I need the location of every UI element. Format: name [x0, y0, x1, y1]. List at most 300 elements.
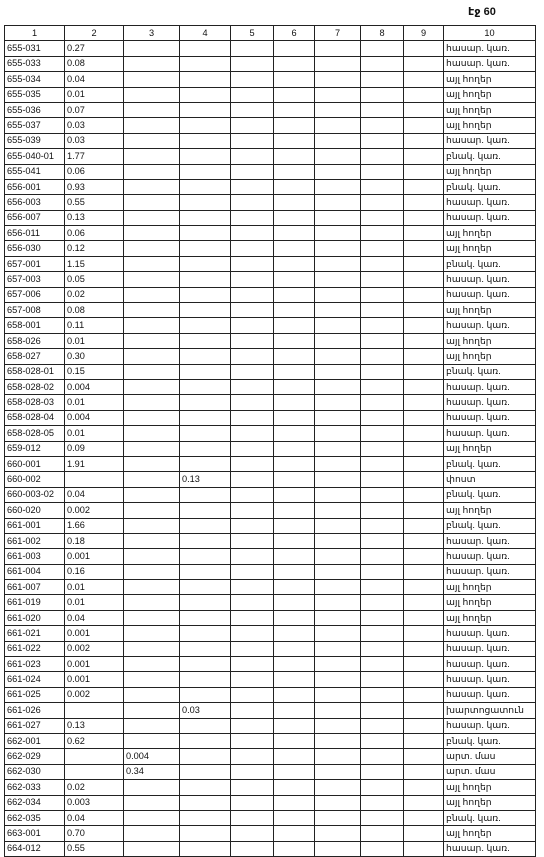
table-cell: հասար. կառ.	[444, 210, 536, 225]
table-cell: բնակ. կառ.	[444, 456, 536, 471]
table-cell	[180, 795, 231, 810]
table-row	[5, 272, 536, 287]
table-cell	[274, 549, 315, 564]
table-cell	[124, 810, 180, 825]
table-cell	[404, 626, 444, 641]
table-cell: այլ հողեր	[444, 780, 536, 795]
table-cell: 656-003	[5, 195, 65, 210]
table-cell	[124, 333, 180, 348]
table-cell	[231, 487, 274, 502]
table-cell	[124, 410, 180, 425]
table-cell: 0.001	[65, 626, 124, 641]
table-row	[5, 333, 536, 348]
table-cell: 0.01	[65, 595, 124, 610]
table-cell: բնակ. կառ.	[444, 487, 536, 502]
table-cell: 0.03	[180, 703, 231, 718]
table-cell	[315, 780, 361, 795]
table-cell	[124, 287, 180, 302]
table-cell	[315, 518, 361, 533]
table-cell	[361, 272, 404, 287]
table-row	[5, 718, 536, 733]
land-register-table	[4, 25, 536, 857]
table-cell	[180, 72, 231, 87]
table-cell	[315, 810, 361, 825]
table-cell	[404, 179, 444, 194]
table-cell	[231, 641, 274, 656]
table-cell	[231, 179, 274, 194]
table-row	[5, 41, 536, 56]
table-cell	[315, 487, 361, 502]
table-cell	[124, 533, 180, 548]
table-cell	[124, 272, 180, 287]
table-cell: այլ հողեր	[444, 595, 536, 610]
table-cell	[124, 164, 180, 179]
table-cell	[274, 749, 315, 764]
table-cell	[361, 533, 404, 548]
table-cell	[124, 72, 180, 87]
table-cell	[404, 795, 444, 810]
table-cell	[315, 256, 361, 271]
table-row	[5, 364, 536, 379]
table-cell	[404, 472, 444, 487]
table-cell: 658-026	[5, 333, 65, 348]
column-header: 8	[361, 26, 404, 41]
table-cell	[274, 441, 315, 456]
table-cell	[231, 395, 274, 410]
table-cell	[274, 364, 315, 379]
table-cell	[404, 87, 444, 102]
table-cell	[180, 518, 231, 533]
table-cell	[404, 595, 444, 610]
table-cell: բնակ. կառ.	[444, 149, 536, 164]
table-row	[5, 703, 536, 718]
table-cell	[274, 810, 315, 825]
table-cell	[274, 395, 315, 410]
table-cell	[231, 149, 274, 164]
table-cell	[404, 410, 444, 425]
table-cell: 662-034	[5, 795, 65, 810]
table-cell	[404, 687, 444, 702]
table-cell: 0.13	[65, 210, 124, 225]
table-cell: 0.04	[65, 810, 124, 825]
table-cell	[315, 349, 361, 364]
table-cell: 0.04	[65, 487, 124, 502]
table-cell	[124, 41, 180, 56]
table-cell	[231, 210, 274, 225]
table-cell: 661-023	[5, 657, 65, 672]
table-cell	[315, 841, 361, 856]
table-cell	[231, 226, 274, 241]
table-cell	[315, 456, 361, 471]
table-cell	[274, 256, 315, 271]
table-row	[5, 841, 536, 856]
table-cell: հասար. կառ.	[444, 272, 536, 287]
table-cell	[124, 610, 180, 625]
table-cell	[124, 518, 180, 533]
table-cell	[274, 56, 315, 71]
table-cell	[180, 195, 231, 210]
table-cell	[124, 456, 180, 471]
table-cell: 656-011	[5, 226, 65, 241]
column-header: 6	[274, 26, 315, 41]
table-row	[5, 687, 536, 702]
column-header: 3	[124, 26, 180, 41]
table-cell: 0.01	[65, 580, 124, 595]
table-cell	[231, 333, 274, 348]
table-cell	[315, 687, 361, 702]
table-cell	[124, 102, 180, 117]
table-cell	[180, 318, 231, 333]
table-cell: բնակ. կառ.	[444, 518, 536, 533]
table-cell: 0.06	[65, 164, 124, 179]
table-cell	[180, 303, 231, 318]
table-cell	[180, 118, 231, 133]
table-cell: բնակ. կառ.	[444, 733, 536, 748]
table-cell	[124, 564, 180, 579]
table-cell: 0.18	[65, 533, 124, 548]
table-cell: 661-024	[5, 672, 65, 687]
table-cell	[361, 456, 404, 471]
table-cell: 655-040-01	[5, 149, 65, 164]
table-cell	[361, 318, 404, 333]
table-cell: հասար. կառ.	[444, 641, 536, 656]
table-cell	[361, 256, 404, 271]
table-cell	[404, 580, 444, 595]
table-cell	[124, 349, 180, 364]
table-cell: 0.004	[65, 410, 124, 425]
table-cell	[361, 564, 404, 579]
table-cell	[124, 364, 180, 379]
table-cell	[404, 610, 444, 625]
table-cell: 0.002	[65, 503, 124, 518]
table-row	[5, 733, 536, 748]
table-cell	[231, 718, 274, 733]
table-cell: 0.12	[65, 241, 124, 256]
table-cell	[124, 503, 180, 518]
table-cell: 657-001	[5, 256, 65, 271]
table-row	[5, 56, 536, 71]
table-cell	[361, 303, 404, 318]
table-cell	[231, 441, 274, 456]
table-cell	[231, 349, 274, 364]
table-cell: 0.93	[65, 179, 124, 194]
table-cell	[231, 518, 274, 533]
table-cell	[404, 56, 444, 71]
table-row	[5, 764, 536, 779]
table-cell	[274, 487, 315, 502]
table-cell: 655-036	[5, 102, 65, 117]
table-cell	[315, 795, 361, 810]
table-cell: 655-035	[5, 87, 65, 102]
table-cell	[274, 379, 315, 394]
table-cell: 0.03	[65, 118, 124, 133]
table-cell	[274, 672, 315, 687]
table-cell	[180, 487, 231, 502]
table-cell: հասար. կառ.	[444, 410, 536, 425]
table-cell: 660-001	[5, 456, 65, 471]
table-cell	[361, 641, 404, 656]
table-cell	[404, 72, 444, 87]
table-cell	[180, 226, 231, 241]
table-row	[5, 657, 536, 672]
table-cell	[180, 133, 231, 148]
table-row	[5, 749, 536, 764]
table-cell: 655-039	[5, 133, 65, 148]
table-cell	[315, 703, 361, 718]
table-cell: հասար. կառ.	[444, 41, 536, 56]
table-cell	[404, 41, 444, 56]
table-row	[5, 72, 536, 87]
table-cell	[180, 410, 231, 425]
table-cell	[231, 56, 274, 71]
table-cell	[274, 641, 315, 656]
table-cell	[274, 149, 315, 164]
table-cell	[404, 810, 444, 825]
table-cell	[274, 718, 315, 733]
table-cell	[124, 595, 180, 610]
table-row	[5, 349, 536, 364]
table-cell	[180, 426, 231, 441]
table-row	[5, 303, 536, 318]
table-cell	[180, 810, 231, 825]
table-cell	[274, 580, 315, 595]
table-cell: 0.01	[65, 395, 124, 410]
table-cell	[180, 595, 231, 610]
table-cell: 661-003	[5, 549, 65, 564]
table-cell	[274, 349, 315, 364]
table-cell	[315, 549, 361, 564]
table-cell	[274, 318, 315, 333]
table-cell	[361, 672, 404, 687]
table-cell	[274, 472, 315, 487]
table-cell	[315, 657, 361, 672]
table-cell: 0.11	[65, 318, 124, 333]
table-cell	[231, 841, 274, 856]
table-cell: այլ հողեր	[444, 503, 536, 518]
table-cell: 1.77	[65, 149, 124, 164]
table-row	[5, 487, 536, 502]
table-cell	[180, 149, 231, 164]
table-cell	[315, 133, 361, 148]
table-cell	[404, 764, 444, 779]
table-cell: հասար. կառ.	[444, 687, 536, 702]
table-cell	[231, 102, 274, 117]
table-cell: 656-001	[5, 179, 65, 194]
table-cell	[315, 426, 361, 441]
table-cell	[274, 456, 315, 471]
table-cell	[361, 87, 404, 102]
table-cell	[180, 349, 231, 364]
table-row	[5, 503, 536, 518]
table-cell	[361, 795, 404, 810]
table-cell: հասար. կառ.	[444, 672, 536, 687]
table-cell: 661-026	[5, 703, 65, 718]
table-cell	[315, 533, 361, 548]
table-cell	[231, 72, 274, 87]
table-cell	[180, 256, 231, 271]
table-cell: 0.004	[124, 749, 180, 764]
column-header: 9	[404, 26, 444, 41]
table-cell	[404, 349, 444, 364]
table-cell	[404, 564, 444, 579]
table-row	[5, 318, 536, 333]
table-cell	[361, 487, 404, 502]
table-cell	[404, 272, 444, 287]
table-cell	[180, 780, 231, 795]
table-cell	[124, 733, 180, 748]
table-cell	[361, 164, 404, 179]
table-cell: 662-033	[5, 780, 65, 795]
table-cell: հասար. կառ.	[444, 657, 536, 672]
table-cell: 0.70	[65, 826, 124, 841]
table-cell	[404, 133, 444, 148]
table-cell	[180, 364, 231, 379]
table-row	[5, 164, 536, 179]
table-cell	[180, 287, 231, 302]
table-cell: 0.05	[65, 272, 124, 287]
table-cell	[315, 610, 361, 625]
table-cell	[124, 210, 180, 225]
table-cell	[274, 195, 315, 210]
table-cell	[231, 303, 274, 318]
table-cell: 661-027	[5, 718, 65, 733]
table-cell: 658-028-04	[5, 410, 65, 425]
table-cell	[180, 379, 231, 394]
table-cell	[361, 287, 404, 302]
table-cell	[231, 272, 274, 287]
table-cell	[231, 503, 274, 518]
table-row	[5, 549, 536, 564]
table-cell	[361, 472, 404, 487]
table-row	[5, 287, 536, 302]
table-cell: հասար. կառ.	[444, 379, 536, 394]
table-cell	[361, 733, 404, 748]
table-cell	[231, 318, 274, 333]
table-cell	[231, 687, 274, 702]
table-cell	[124, 672, 180, 687]
table-cell: 0.34	[124, 764, 180, 779]
table-cell	[274, 703, 315, 718]
table-cell: 662-029	[5, 749, 65, 764]
table-cell	[361, 595, 404, 610]
table-cell: 658-028-03	[5, 395, 65, 410]
table-cell	[404, 364, 444, 379]
table-cell	[315, 56, 361, 71]
table-cell: այլ հողեր	[444, 610, 536, 625]
table-cell	[180, 718, 231, 733]
table-cell	[124, 687, 180, 702]
table-cell: 0.03	[65, 133, 124, 148]
table-cell: այլ հողեր	[444, 333, 536, 348]
table-row	[5, 641, 536, 656]
table-cell	[231, 657, 274, 672]
table-cell	[315, 626, 361, 641]
table-cell: 662-035	[5, 810, 65, 825]
table-cell	[274, 764, 315, 779]
table-cell	[361, 610, 404, 625]
table-cell: 0.08	[65, 303, 124, 318]
table-cell	[124, 226, 180, 241]
table-cell	[231, 672, 274, 687]
table-cell	[361, 549, 404, 564]
table-cell	[361, 41, 404, 56]
table-cell	[231, 87, 274, 102]
table-cell	[274, 241, 315, 256]
table-cell	[274, 841, 315, 856]
table-cell: 660-020	[5, 503, 65, 518]
table-cell: 0.001	[65, 672, 124, 687]
table-cell	[404, 487, 444, 502]
table-cell	[231, 133, 274, 148]
table-cell: 0.09	[65, 441, 124, 456]
table-cell: 0.62	[65, 733, 124, 748]
table-cell	[124, 303, 180, 318]
table-cell: այլ հողեր	[444, 118, 536, 133]
table-cell	[274, 626, 315, 641]
table-header-row	[5, 26, 536, 41]
table-cell: այլ հողեր	[444, 164, 536, 179]
table-cell	[231, 595, 274, 610]
column-header: 2	[65, 26, 124, 41]
table-cell	[180, 580, 231, 595]
table-cell	[180, 56, 231, 71]
table-cell	[124, 441, 180, 456]
table-cell	[315, 580, 361, 595]
table-cell	[124, 179, 180, 194]
table-cell	[404, 226, 444, 241]
table-cell	[231, 379, 274, 394]
table-cell	[274, 72, 315, 87]
table-cell	[361, 379, 404, 394]
table-row	[5, 102, 536, 117]
table-cell	[315, 595, 361, 610]
table-cell	[361, 764, 404, 779]
table-cell: բնակ. կառ.	[444, 179, 536, 194]
table-cell	[315, 472, 361, 487]
table-row	[5, 672, 536, 687]
table-cell	[231, 256, 274, 271]
table-cell	[404, 210, 444, 225]
table-cell	[180, 241, 231, 256]
table-cell: խարտոցատուն	[444, 703, 536, 718]
table-cell	[361, 149, 404, 164]
table-cell	[274, 518, 315, 533]
table-cell	[404, 749, 444, 764]
table-cell	[124, 395, 180, 410]
table-cell	[404, 780, 444, 795]
table-cell: այլ հողեր	[444, 87, 536, 102]
table-cell	[361, 503, 404, 518]
table-cell	[315, 241, 361, 256]
table-cell	[361, 333, 404, 348]
table-cell	[274, 226, 315, 241]
table-cell	[361, 703, 404, 718]
table-cell: այլ հողեր	[444, 795, 536, 810]
table-cell: արտ. մաս	[444, 749, 536, 764]
table-cell	[231, 564, 274, 579]
table-cell	[274, 610, 315, 625]
table-cell: 658-027	[5, 349, 65, 364]
table-cell	[180, 641, 231, 656]
table-cell	[404, 503, 444, 518]
table-cell: բնակ. կառ.	[444, 364, 536, 379]
table-cell: հասար. կառ.	[444, 395, 536, 410]
table-cell	[361, 395, 404, 410]
table-row	[5, 149, 536, 164]
table-cell: 0.55	[65, 195, 124, 210]
table-row	[5, 472, 536, 487]
table-cell	[180, 272, 231, 287]
